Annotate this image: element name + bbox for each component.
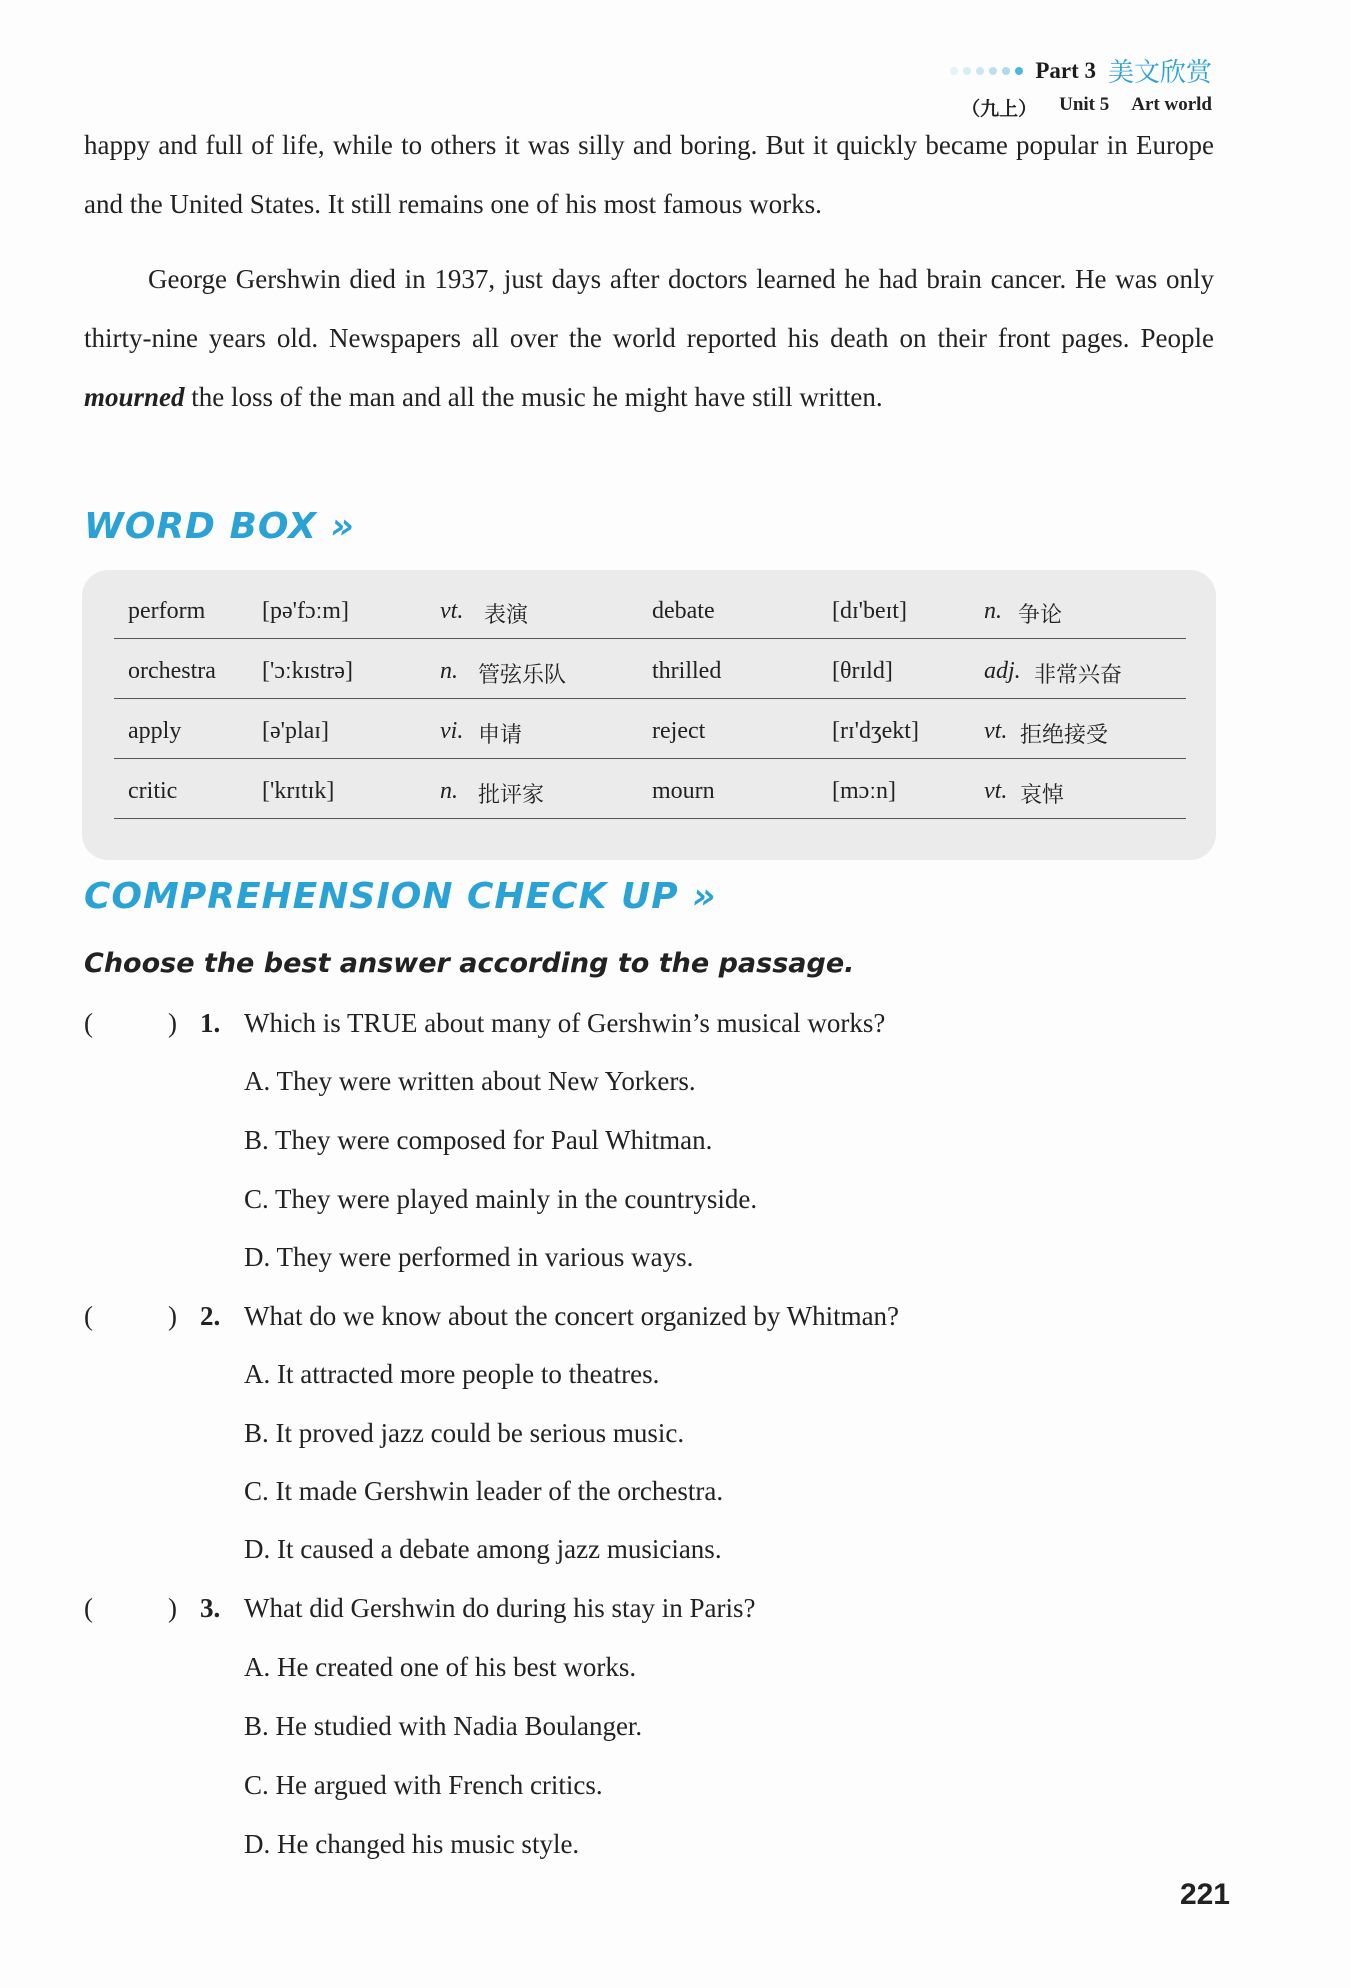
word-box-row: [114, 698, 1186, 759]
vocab-phonetic: ['ɔːkɪstrə]: [262, 658, 353, 684]
grade-label: （九上）: [961, 99, 1038, 120]
vocab-phonetic: [θrɪld]: [832, 658, 893, 684]
option-1a: A. They were written about New Yorkers.: [244, 1066, 696, 1096]
vocab-meaning: 拒绝接受: [1020, 723, 1109, 748]
paragraph-text: the loss of the man and all the music he might have still written.: [184, 382, 883, 412]
vocab-word: apply: [128, 718, 182, 744]
comprehension-title: COMPREHENSION CHECK UP »: [84, 876, 717, 917]
passage-paragraph-1: happy and full of life, while to others it was silly and boring. But it quickly became popular in Europe and the United States. It still remains one of his most famous works.: [84, 130, 1214, 219]
vocab-pos: vt.: [984, 718, 1008, 744]
unit-label: Unit 5: [1059, 94, 1110, 115]
option-3b: B. He studied with Nadia Boulanger.: [244, 1711, 643, 1741]
vocab-word: debate: [652, 598, 715, 624]
running-header: [950, 52, 1212, 89]
answer-paren-left: (: [84, 1008, 93, 1038]
answer-paren-right: ): [168, 1593, 177, 1623]
word-box-row: [114, 758, 1186, 819]
vocab-pos: adj.: [984, 658, 1021, 684]
question-text: What did Gershwin do during his stay in Paris?: [244, 1593, 756, 1623]
question-number: 3.: [200, 1593, 221, 1623]
option-3c: C. He argued with French critics.: [244, 1770, 603, 1800]
answer-paren-left: (: [84, 1301, 93, 1331]
vocab-highlight: mourned: [84, 382, 185, 412]
word-box: [82, 570, 1216, 860]
unit-title: Art world: [1131, 94, 1212, 115]
vocab-pos: vi.: [440, 718, 464, 744]
vocab-phonetic: [dɪ'beɪt]: [832, 598, 907, 624]
option-2b: B. It proved jazz could be serious music.: [244, 1418, 685, 1448]
vocab-phonetic: [pə'fɔːm]: [262, 598, 349, 624]
option-2d: D. It caused a debate among jazz musicians.: [244, 1534, 722, 1564]
instruction-text: Choose the best answer according to the passage.: [84, 948, 855, 979]
vocab-word: reject: [652, 718, 706, 744]
vocab-pos: n.: [440, 658, 458, 684]
word-box-row: [114, 638, 1186, 699]
vocab-word: critic: [128, 778, 178, 804]
vocab-phonetic: [rɪ'dʒekt]: [832, 718, 919, 744]
question-number: 2.: [200, 1301, 221, 1331]
question-number: 1.: [200, 1008, 221, 1038]
vocab-meaning: 非常兴奋: [1034, 663, 1123, 688]
option-2c: C. It made Gershwin leader of the orchestra.: [244, 1476, 724, 1506]
vocab-phonetic: [ə'plaɪ]: [262, 718, 329, 744]
vocab-word: thrilled: [652, 658, 722, 684]
vocab-meaning: 管弦乐队: [478, 663, 567, 688]
option-1b: B. They were composed for Paul Whitman.: [244, 1125, 713, 1155]
vocab-phonetic: ['krɪtɪk]: [262, 778, 335, 804]
vocab-pos: n.: [984, 598, 1002, 624]
vocab-pos: n.: [440, 778, 458, 804]
paragraph-text: George Gershwin died in 1937, just days after doctors learned he had brain cancer. He was only thirty-nine years old. Newspapers all over the world reported his death on their front pages. People: [84, 264, 1214, 353]
passage-paragraph-2: [84, 250, 1214, 427]
word-box-title: WORD BOX »: [84, 506, 355, 547]
vocab-meaning: 申请: [478, 723, 523, 748]
vocab-meaning: 哀悼: [1020, 783, 1065, 808]
option-2a: A. It attracted more people to theatres.: [244, 1359, 660, 1389]
vocab-word: orchestra: [128, 658, 216, 684]
option-1c: C. They were played mainly in the countryside.: [244, 1184, 758, 1214]
part-chinese-title: 美文欣赏: [1107, 58, 1212, 88]
vocab-pos: vt.: [440, 598, 464, 624]
vocab-phonetic: [mɔːn]: [832, 778, 896, 804]
vocab-pos: vt.: [984, 778, 1008, 804]
answer-paren-right: ): [168, 1301, 177, 1331]
vocab-word: perform: [128, 598, 206, 624]
word-box-row: [114, 578, 1186, 639]
page-number: 221: [1179, 1878, 1230, 1911]
decorative-dots: [950, 67, 1023, 75]
option-3d: D. He changed his music style.: [244, 1829, 580, 1859]
question-text: Which is TRUE about many of Gershwin’s musical works?: [244, 1008, 886, 1038]
vocab-word: mourn: [652, 778, 715, 804]
answer-paren-left: (: [84, 1593, 93, 1623]
option-3a: A. He created one of his best works.: [244, 1652, 637, 1682]
question-text: What do we know about the concert organized by Whitman?: [244, 1301, 900, 1331]
vocab-meaning: 表演: [484, 603, 529, 628]
answer-paren-right: ): [168, 1008, 177, 1038]
vocab-meaning: 批评家: [478, 783, 545, 808]
option-1d: D. They were performed in various ways.: [244, 1242, 694, 1272]
vocab-meaning: 争论: [1018, 603, 1063, 628]
part-label: Part 3: [1035, 57, 1096, 83]
